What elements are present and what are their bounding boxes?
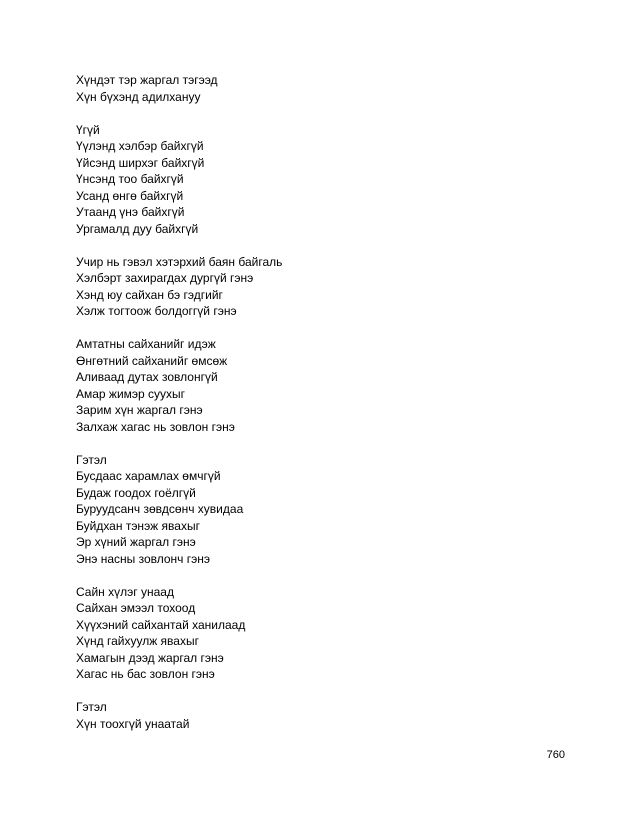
poem-line: Хүн бүхэнд адилхануу [76,89,201,104]
poem-stanza [76,336,556,435]
poem-line: Зарим хүн жаргал гэнэ [76,403,203,417]
poem-line: Өнгөтний сайханийг өмсөж [76,353,228,368]
poem-line: Гэтэл [76,700,107,714]
poem-line: Хагас нь бас зовлон гэнэ [76,667,215,681]
poem-line: Усанд өнгө байхгүй [76,188,184,203]
poem-line: Үйсэнд ширхэг байхгүй [76,155,205,170]
poem-line: Бусдаас харамлах өмчгүй [76,469,221,483]
poem-line: Буруудсанч зөвдсөнч хувидаа [76,502,244,516]
poem-stanza [76,122,556,238]
poem-line: Үүлэнд хэлбэр байхгүй [76,139,204,153]
poem-line: Хүүхэний сайхантай ханилаад [76,617,246,632]
poem-line: Үгүй [76,122,100,137]
poem-line: Эр хүний жаргал гэнэ [76,535,196,549]
poem-line: Хэлбэрт захирагдах дургүй гэнэ [76,271,254,285]
poem-line: Энэ насны зовлонч гэнэ [76,551,211,566]
poem-line: Хүнд гайхуулж явахыг [76,634,199,648]
poem-line: Утаанд үнэ байхгүй [76,205,185,219]
poem-line: Амтатны сайханийг идэж [76,337,216,351]
poem-stanza [76,254,556,320]
poem-line: Гэтэл [76,452,107,467]
poem-line: Хэнд юу сайхан бэ гэдгийг [76,287,223,302]
poem-line: Залхаж хагас нь зовлон гэнэ [76,419,235,434]
poem-line: Учир нь гэвэл хэтэрхий баян байгаль [76,254,283,269]
poem-line: Хүн тоохгүй унаатай [76,716,190,731]
poem-line: Амар жимэр суухыг [76,386,186,401]
poem-line: Хамагын дээд жаргал гэнэ [76,650,224,665]
poem-line: Будаж гоодох гоёлгүй [76,485,196,500]
poem-line: Хэлж тогтоож болдоггүй гэнэ [76,304,237,318]
poem-line: Хүндэт тэр жаргал тэгээд [76,73,218,87]
poem-line: Ургамалд дуу байхгүй [76,221,199,236]
page-number: 760 [546,749,565,761]
poem-stanza [76,452,556,568]
poem-stanza [76,699,556,732]
poem-line: Үнсэнд тоо байхгүй [76,172,184,186]
poem-line: Аливаад дутах зовлонгүй [76,370,218,384]
poem-stanza [76,584,556,683]
poem-line: Буйдхан тэнэж явахыг [76,518,200,533]
poem-line: Сайн хүлэг унаад [76,584,174,599]
poem-stanza [76,72,556,105]
poem-body [76,72,556,749]
poem-line: Сайхан эмээл тохоод [76,601,196,615]
